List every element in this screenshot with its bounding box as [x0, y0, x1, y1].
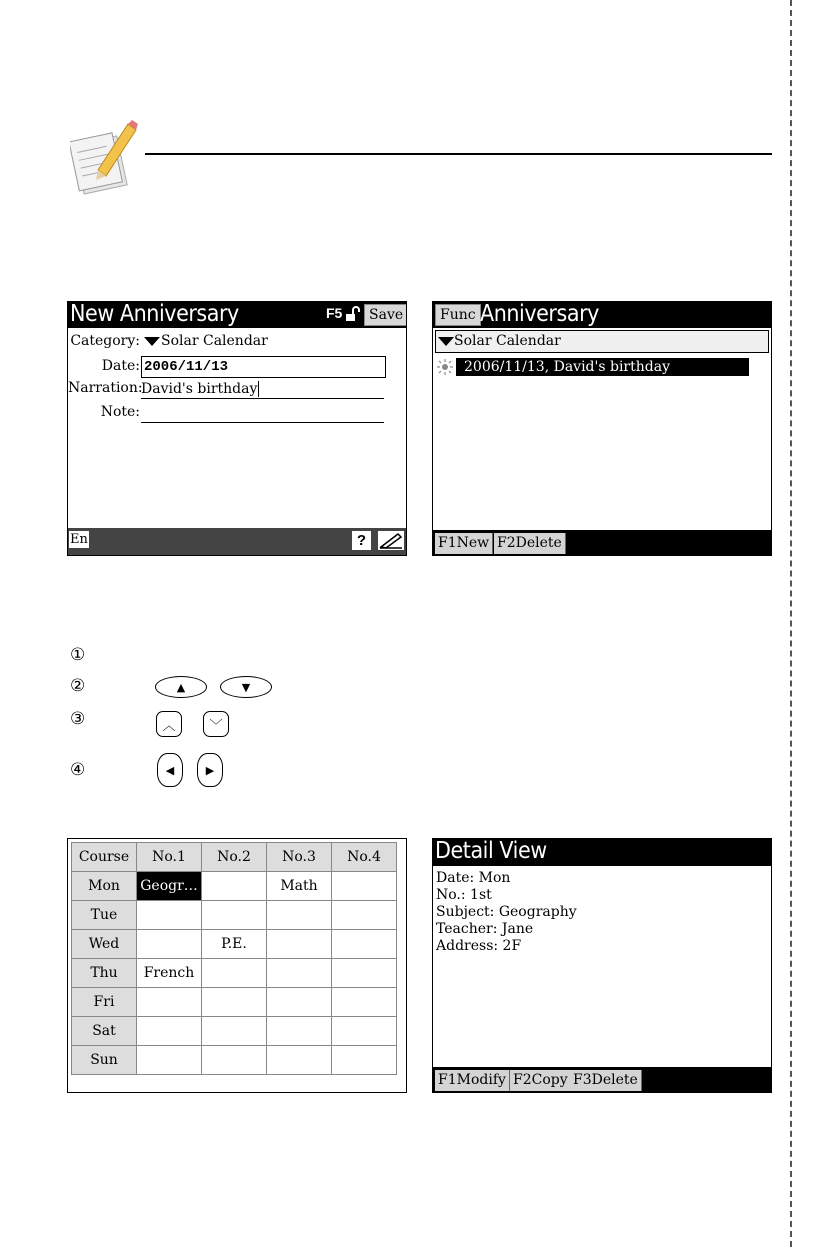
softkey-bar [433, 1067, 771, 1092]
f5-label: F5 [326, 305, 343, 321]
dropdown-arrow-icon [144, 337, 160, 346]
day-cell: Tue [72, 901, 137, 930]
course-cell[interactable]: Math [267, 872, 332, 901]
course-cell[interactable] [332, 930, 397, 959]
date-label: Date: [101, 358, 140, 374]
list-item-text: 2006/11/13, David's birthday [456, 358, 749, 376]
category-label: Category: [70, 333, 140, 349]
header-cell: No.3 [267, 843, 332, 872]
left-key-icon: ◀ [157, 753, 183, 787]
course-cell[interactable] [332, 959, 397, 988]
handwriting-icon[interactable] [378, 531, 404, 550]
course-cell[interactable] [202, 1046, 267, 1075]
page-down-key-icon: ﹀ [203, 711, 229, 737]
category-dropdown[interactable] [144, 333, 268, 349]
course-cell[interactable] [267, 1046, 332, 1075]
memo-pencil-icon [70, 118, 142, 196]
day-cell: Thu [72, 959, 137, 988]
course-cell[interactable] [267, 1017, 332, 1046]
f1-modify-button[interactable]: F1Modify [435, 1070, 510, 1091]
sun-icon [437, 359, 453, 375]
title-bar [68, 302, 406, 328]
course-cell[interactable] [137, 988, 202, 1017]
title-bar [433, 302, 771, 328]
up-key-icon: ▲ [155, 676, 207, 698]
header-cell: No.4 [332, 843, 397, 872]
course-cell[interactable] [267, 930, 332, 959]
detail-line: Date: Mon [436, 870, 511, 886]
detail-view-screen [432, 838, 772, 1093]
course-cell[interactable] [332, 901, 397, 930]
screen-title: Anniversary [480, 301, 599, 327]
detail-line: Subject: Geography [436, 904, 577, 920]
unlock-icon[interactable] [345, 306, 361, 322]
narration-label: Narration: [68, 380, 143, 396]
course-cell[interactable] [332, 1017, 397, 1046]
dropdown-arrow-icon [438, 337, 454, 346]
step-number: ① [70, 645, 86, 665]
page-up-key-icon: ︿ [156, 711, 182, 737]
text-cursor [258, 381, 259, 397]
section-rule [145, 153, 772, 155]
course-cell[interactable] [267, 959, 332, 988]
narration-input[interactable] [141, 380, 384, 399]
category-value: Solar Calendar [161, 333, 268, 349]
detail-line: Address: 2F [436, 938, 522, 954]
f3-delete-button[interactable]: F3Delete [570, 1070, 642, 1091]
note-input[interactable] [141, 404, 384, 423]
note-label: Note: [100, 404, 140, 420]
input-mode-indicator[interactable]: En [70, 532, 88, 547]
f2-delete-button[interactable]: F2Delete [494, 533, 566, 554]
detail-line: Teacher: Jane [436, 921, 534, 937]
right-key-icon: ▶ [197, 753, 223, 787]
header-cell: No.2 [202, 843, 267, 872]
timetable-grid [71, 842, 397, 1075]
date-input[interactable]: 2006/11/13 [141, 356, 386, 378]
course-cell[interactable] [137, 1017, 202, 1046]
step-number: ② [70, 676, 86, 696]
screen-title: Detail View [435, 838, 547, 864]
course-cell[interactable] [137, 930, 202, 959]
cut-line [790, 0, 792, 1247]
header-cell: No.1 [137, 843, 202, 872]
new-anniversary-screen [67, 301, 407, 556]
save-button[interactable]: Save [364, 304, 407, 326]
f1-new-button[interactable]: F1New [435, 533, 493, 554]
f2-copy-button[interactable]: F2Copy [510, 1070, 572, 1091]
course-cell[interactable] [267, 988, 332, 1017]
course-cell[interactable]: French [137, 959, 202, 988]
detail-fields [436, 870, 577, 955]
course-cell[interactable] [137, 901, 202, 930]
status-bar [68, 528, 406, 555]
course-cell[interactable] [332, 872, 397, 901]
course-cell[interactable] [202, 1017, 267, 1046]
timetable-screen [67, 838, 407, 1093]
header-cell: Course [72, 843, 137, 872]
course-cell[interactable] [332, 988, 397, 1017]
screen-title: New Anniversary [70, 301, 239, 327]
category-value: Solar Calendar [454, 333, 561, 349]
day-cell: Fri [72, 988, 137, 1017]
course-cell[interactable]: P.E. [202, 930, 267, 959]
category-dropdown[interactable] [435, 330, 769, 353]
course-cell[interactable] [202, 988, 267, 1017]
list-item[interactable] [437, 357, 767, 377]
day-cell: Sun [72, 1046, 137, 1075]
day-cell: Mon [72, 872, 137, 901]
day-cell: Sat [72, 1017, 137, 1046]
course-cell[interactable] [267, 901, 332, 930]
question-icon[interactable]: ? [352, 531, 371, 550]
anniversary-list-screen [432, 301, 772, 556]
step-number: ③ [70, 709, 86, 729]
course-cell[interactable] [202, 872, 267, 901]
softkey-bar [433, 530, 771, 555]
func-button[interactable]: Func [435, 304, 481, 326]
course-cell[interactable]: Geogr… [137, 872, 202, 901]
course-cell[interactable] [137, 1046, 202, 1075]
day-cell: Wed [72, 930, 137, 959]
narration-value: David's birthday [141, 381, 258, 397]
course-cell[interactable] [202, 901, 267, 930]
course-cell[interactable] [332, 1046, 397, 1075]
step-number: ④ [70, 760, 86, 780]
course-cell[interactable] [202, 959, 267, 988]
title-bar [433, 839, 771, 866]
down-key-icon: ▼ [220, 676, 272, 698]
detail-line: No.: 1st [436, 887, 492, 903]
